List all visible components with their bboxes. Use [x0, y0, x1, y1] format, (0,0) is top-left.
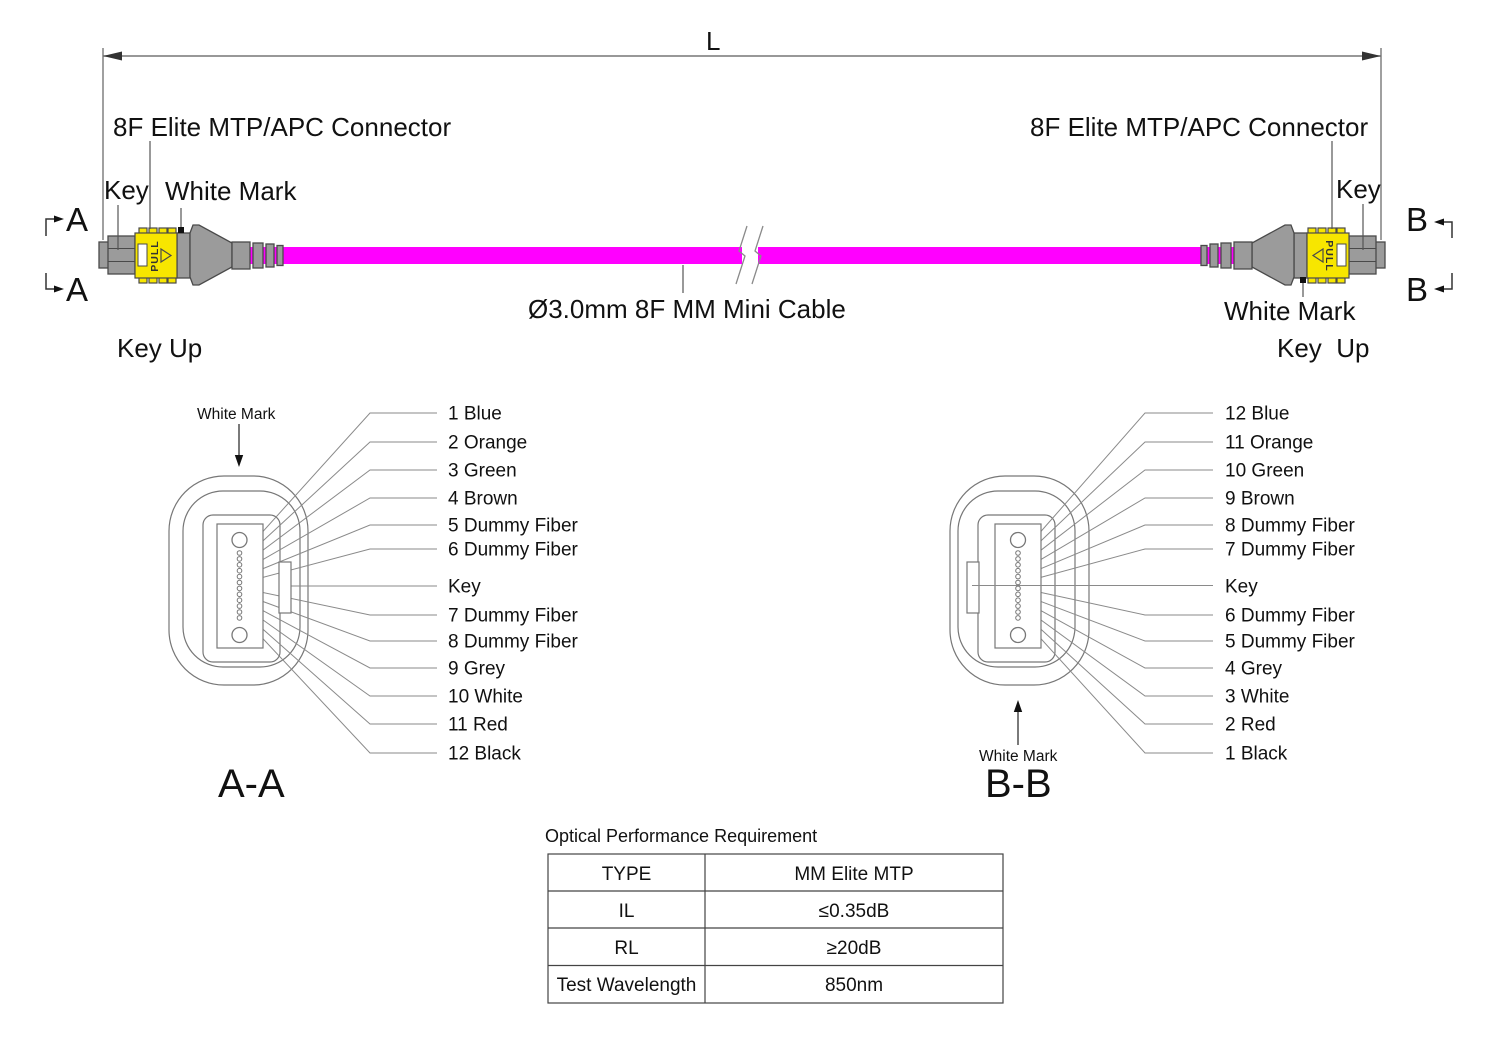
b-leader-fan: [1022, 413, 1213, 753]
b-pin-label: 11 Orange: [1225, 432, 1314, 454]
table-cell-param: TYPE: [601, 864, 652, 885]
left-housing-window: [138, 244, 147, 266]
key-label-left: Key: [104, 175, 149, 205]
b-pin-label: 12 Blue: [1225, 403, 1290, 425]
connector-label-right: 8F Elite MTP/APC Connector: [1030, 112, 1369, 142]
b-section-title: B-B: [985, 762, 1052, 806]
a-pin-label: 3 Green: [448, 460, 517, 482]
key-up-label-right: Key Up: [1277, 333, 1370, 363]
left-strain-seg2: [253, 243, 263, 268]
table-cell-param: RL: [614, 938, 639, 959]
a-white-mark-label: White Mark: [197, 406, 276, 423]
key-up-label-left: Key Up: [117, 333, 203, 363]
right-strain-seg3: [1210, 244, 1218, 267]
a-pin-label: 11 Red: [448, 714, 508, 736]
b-pin-label: 6 Dummy Fiber: [1225, 605, 1355, 627]
left-strain-seg4: [277, 246, 283, 266]
a-pin-label: 1 Blue: [448, 403, 502, 425]
table-cell-value: ≥20dB: [826, 938, 882, 959]
a-pin-label: 7 Dummy Fiber: [448, 605, 578, 627]
connector-label-left: 8F Elite MTP/APC Connector: [113, 112, 452, 142]
right-boot: [1252, 225, 1294, 285]
section-b-bottom-bracket: [1444, 273, 1452, 289]
b-pin-label: 7 Dummy Fiber: [1225, 539, 1355, 561]
performance-table: [545, 826, 1003, 1003]
left-pull-label: PULL: [149, 240, 161, 272]
right-collar: [1294, 233, 1307, 278]
white-mark-label-left: White Mark: [165, 176, 297, 206]
b-pin-label: Key: [1225, 576, 1258, 598]
b-pin-label: 3 White: [1225, 686, 1290, 708]
a-pin-label: 10 White: [448, 686, 523, 708]
face-view-a: [169, 404, 579, 807]
right-housing-window: [1337, 244, 1346, 266]
left-white-mark-dot: [178, 227, 184, 233]
section-a-label-bottom: A: [66, 271, 89, 308]
dim-label: L: [706, 26, 721, 56]
b-key-feature: [967, 562, 979, 613]
dimension-l: [103, 48, 1381, 240]
table-cell-value: MM Elite MTP: [794, 864, 914, 885]
a-pin-label: Key: [448, 576, 481, 598]
left-strain-seg3: [266, 244, 274, 267]
a-pin-label: 12 Black: [448, 743, 521, 765]
a-pin-labels: [448, 404, 579, 765]
a-guide-pin-bottom: [232, 628, 247, 643]
table-cell-param: IL: [618, 901, 635, 922]
magenta-parts: [232, 247, 1252, 264]
left-collar: [177, 233, 190, 278]
a-leader-fan: [244, 413, 438, 753]
right-pull-label: PULL: [1323, 240, 1335, 272]
cable-label: Ø3.0mm 8F MM Mini Cable: [528, 294, 846, 324]
a-section-title: A-A: [218, 762, 285, 806]
section-b-label-top: B: [1406, 201, 1429, 238]
white-mark-label-right: White Mark: [1224, 296, 1356, 326]
a-pin-label: 4 Brown: [448, 488, 518, 510]
a-pin-label: 8 Dummy Fiber: [448, 631, 578, 653]
b-pin-label: 5 Dummy Fiber: [1225, 631, 1355, 653]
dim-arrow-left: [103, 52, 122, 61]
a-pin-label: 5 Dummy Fiber: [448, 515, 578, 537]
cable-left-half: [288, 247, 742, 264]
dim-arrow-right: [1362, 52, 1381, 61]
right-strain-seg4: [1201, 246, 1207, 266]
b-pin-label: 4 Grey: [1225, 658, 1283, 680]
b-pin-label: 8 Dummy Fiber: [1225, 515, 1355, 537]
a-white-mark-arrow-icon: [235, 455, 243, 467]
top-leaders: [118, 141, 1363, 297]
b-guide-pin-bottom: [1011, 628, 1026, 643]
b-pin-labels: [1225, 404, 1356, 765]
b-pin-label: 2 Red: [1225, 714, 1276, 736]
b-pin-label: 1 Black: [1225, 743, 1288, 765]
table-caption: Optical Performance Requirement: [545, 826, 818, 846]
key-label-right: Key: [1336, 174, 1381, 204]
a-key-feature: [279, 562, 291, 613]
b-white-mark-label: White Mark: [979, 748, 1058, 765]
section-a-label-top: A: [66, 201, 89, 238]
right-strain-seg2: [1221, 243, 1231, 268]
table-cell-value: ≤0.35dB: [818, 901, 890, 922]
a-pin-label: 2 Orange: [448, 432, 528, 454]
left-strain-seg1: [232, 242, 250, 269]
cable-right-half: [758, 247, 1198, 264]
a-guide-pin-top: [232, 533, 247, 548]
b-guide-pin-top: [1011, 533, 1026, 548]
section-b-top-bracket: [1444, 222, 1452, 238]
a-pin-label: 6 Dummy Fiber: [448, 539, 578, 561]
table-cell-value: 850nm: [824, 975, 884, 996]
left-boot: [190, 225, 232, 285]
right-white-mark-dot: [1300, 277, 1306, 283]
right-strain-seg1: [1234, 242, 1252, 269]
b-pin-label: 9 Brown: [1225, 488, 1295, 510]
b-white-mark-arrow-icon: [1014, 700, 1022, 712]
a-pin-label: 9 Grey: [448, 658, 506, 680]
table-cell-param: Test Wavelength: [556, 975, 697, 996]
section-b-label-bottom: B: [1406, 271, 1429, 308]
face-view-b: [950, 404, 1356, 807]
b-pin-label: 10 Green: [1225, 460, 1305, 482]
left-ferrule-body: [108, 236, 135, 274]
